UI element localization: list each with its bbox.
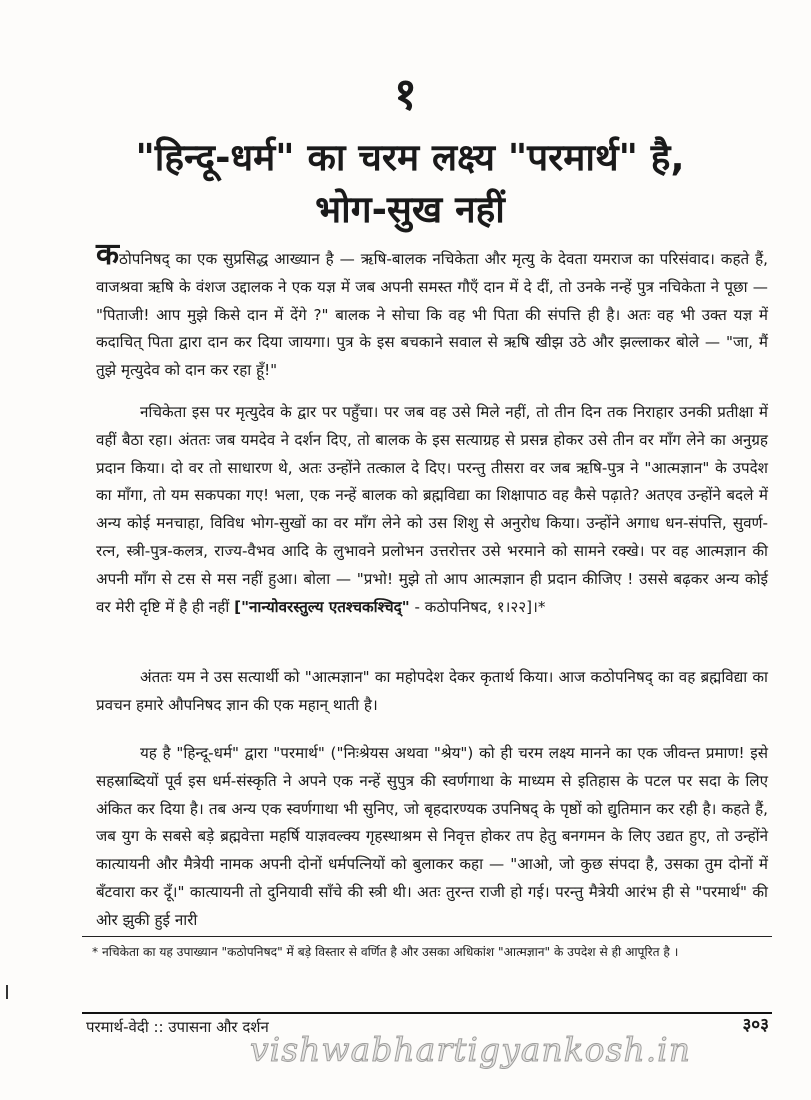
citation: - कठोपनिषद, १।२२]।* [414, 597, 546, 616]
drop-cap: क [96, 237, 120, 272]
footer-divider [82, 1012, 772, 1014]
paragraph-3-text: अंततः यम ने उस सत्यार्थी को "आत्मज्ञान" का महोपदेश देकर कृतार्थ किया। आज कठोपनिषद् का वह ब्रह्मविद्या का प्रवचन हमारे औपनिषद ज्ञान की एक महान् थाती है। [96, 668, 768, 714]
footnote-divider [82, 936, 772, 937]
paragraph-3 [96, 664, 768, 720]
paragraph-1 [96, 237, 768, 385]
paragraph-4 [96, 740, 768, 935]
paragraph-4-text: यह है "हिन्दू-धर्म" द्वारा "परमार्थ" ("निःश्रेयस अथवा "श्रेय") को ही चरम लक्ष्य मानने का एक जीवन्त प्रमाण! इसे सहस्राब्दियों पूर्व इस धर्म-संस्कृति ने अपने एक नन्हें सुपुत्र की स्वर्णगाथा के माध्यम से इतिहास के पटल पर सदा के लिए अंकित कर दिया है। तब अन्य एक स्वर्णगाथा भी सुनिए, जो बृहदारण्यक उपनिषद् के पृष्ठों को द्युतिमान कर रही है। कहते हैं, जब युग के सबसे बड़े ब्रह्मवेत्ता महर्षि याज्ञवल्क्य गृहस्थाश्रम से निवृत्त होकर तप हेतु बनगमन के लिए उद्यत हुए, तो उन्होंने कात्यायनी और मैत्रेयी नामक अपनी दोनों धर्मपत्नियों को बुलाकर कहा — "आओ, जो कुछ संपदा है, उसका तुम दोनों में बँटवारा कर दूँ।" कात्यायनी तो दुनियावी साँचे की स्त्री थी। अतः तुरन्त राजी हो गई। परन्तु मैत्रेयी आरंभ ही से "परमार्थ" की ओर झुकी हुई नारी [96, 744, 768, 929]
sanskrit-quote: ["नान्योवरस्तुल्य एतश्चकश्चिद्" [234, 597, 410, 616]
paragraph-2 [96, 399, 768, 621]
paragraph-2-text: नचिकेता इस पर मृत्युदेव के द्वार पर पहुँचा। पर जब वह उसे मिले नहीं, तो तीन दिन तक निराहार उनकी प्रतीक्षा में वहीं बैठा रहा। अंततः जब यमदेव ने दर्शन दिए, तो बालक के इस सत्याग्रह से प्रसन्न होकर उसे तीन वर माँग लेने का अनुग्रह प्रदान किया। दो वर तो साधारण थे, अतः उन्होंने तत्काल दे दिए। परन्तु तीसरा वर जब ऋषि-पुत्र ने "आत्मज्ञान" के उपदेश का माँगा, तो यम सकपका गए! भला, एक नन्हें बालक को ब्रह्मविद्या का शिक्षापाठ वह कैसे पढ़ाते? अतएव उन्होंने बदले में अन्य कोई मनचाहा, विविध भोग-सुखों का वर माँग लेने को उस शिशु से अनुरोध किया। उन्होंने अगाध धन-संपत्ति, सुवर्ण-रत्न, स्त्री-पुत्र-कलत्र, राज्य-वैभव आदि के लुभावने प्रलोभन उत्तरोत्तर उसे भरमाने को सामने रक्खे। पर वह आत्मज्ञान की अपनी माँग से टस से मस नहीं हुआ। बोला — "प्रभो! मुझे तो आप आत्मज्ञान ही प्रदान कीजिए ! उससे बढ़कर अन्य कोई वर मेरी दृष्टि में है ही नहीं [96, 403, 768, 616]
running-footer-title: परमार्थ-वेदी :: उपासना और दर्शन [86, 1018, 269, 1036]
chapter-title-line-2: भोग-सुख नहीं [315, 188, 505, 231]
page-number: ३०३ [742, 1015, 769, 1035]
chapter-number: १ [394, 69, 417, 120]
chapter-title [60, 132, 760, 236]
footnote: * नचिकेता का यह उपाख्यान "कठोपनिषद" में बड़े विस्तार से वर्णित है और उसका अधिकांश "आत्मज्ञान" के उपदेश से ही आपूरित है । [92, 945, 679, 959]
chapter-title-line-1: "हिन्दू-धर्म" का चरम लक्ष्य "परमार्थ" है, [135, 136, 685, 179]
watermark: vishwabhartigyankosh.in [250, 1030, 691, 1069]
paragraph-1-text: ठोपनिषद् का एक सुप्रसिद्ध आख्यान है — ऋषि-बालक नचिकेता और मृत्यु के देवता यमराज का परिसंवाद। कहते हैं, वाजश्रवा ऋषि के वंशज उद्दालक ने एक यज्ञ में जब अपनी समस्त गौएँ दान में दे दीं, तो उनके नन्हें पुत्र नचिकेता ने पूछा — "पिताजी! आप मुझे किसे दान में देंगे ?" बालक ने सोचा कि वह भी पिता की संपत्ति ही है। अतः वह भी उक्त यज्ञ में कदाचित् पिता द्वारा दान कर दिया जायगा। पुत्र के इस बचकाने सवाल से ऋषि खीझ उठे और झल्लाकर बोले — "जा, मैं तुझे मृत्युदेव को दान कर रहा हूँ!" [96, 250, 768, 380]
margin-mark [6, 985, 8, 999]
